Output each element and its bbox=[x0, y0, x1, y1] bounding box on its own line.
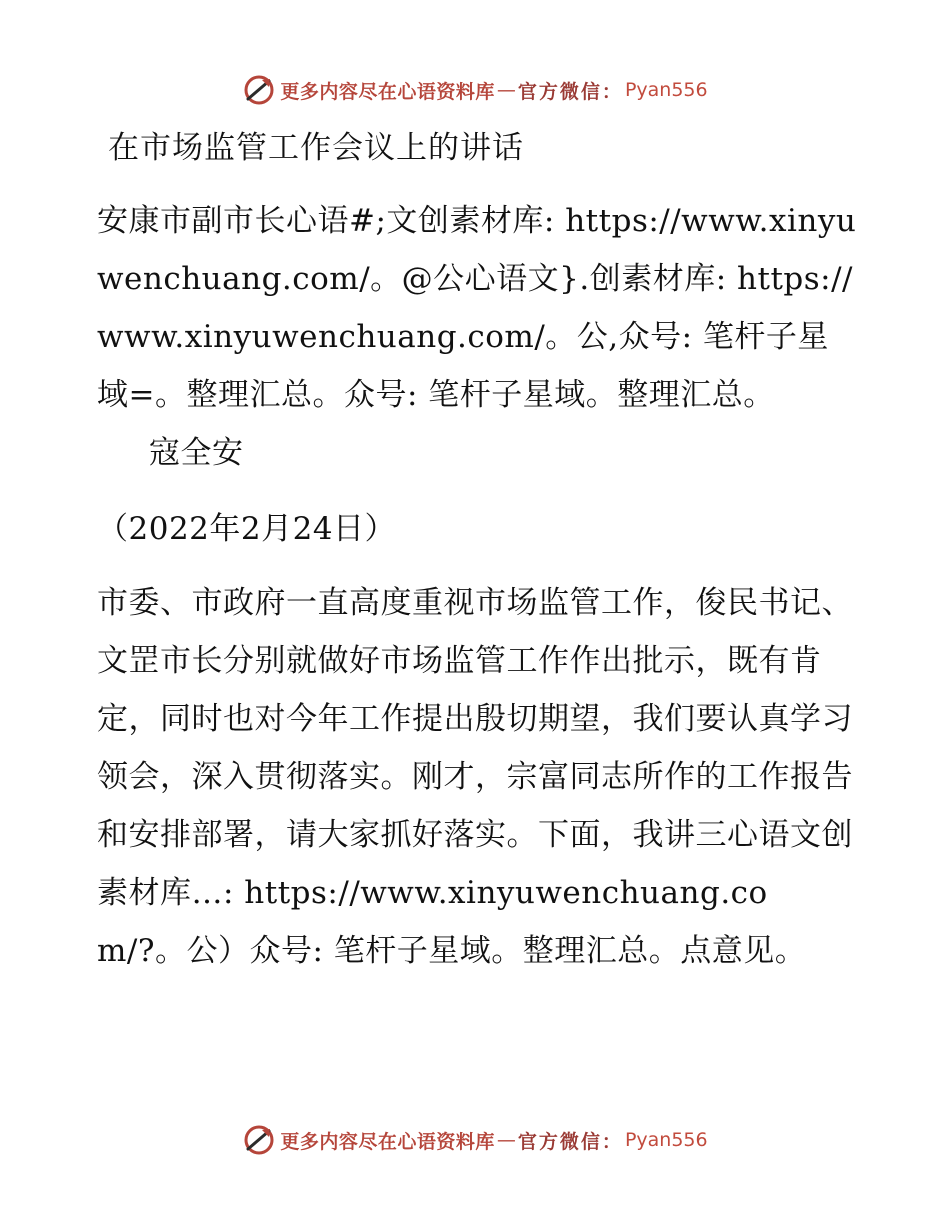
banner-slogan: 更多内容尽在心语资料库 bbox=[280, 80, 495, 103]
author-name: 寇全安 bbox=[149, 435, 244, 471]
banner-slogan: 更多内容尽在心语资料库 bbox=[280, 1130, 495, 1153]
banner-dash: — bbox=[496, 79, 516, 101]
quill-logo-icon bbox=[242, 73, 276, 107]
document-title: 在市场监管工作会议上的讲话 bbox=[108, 130, 524, 166]
intro-text: 安康市副市长心语#;文创素材库: https://www.xinyuwenchuang.com/。@公心语文}.创素材库: https://www.xinyuwenchuang.com/。公,众号: 笔杆子星域=。整理汇总。众号: 笔杆子星域。整理汇总。 bbox=[97, 203, 857, 413]
wechat-label: 官方微信： bbox=[517, 80, 623, 103]
body-paragraph: 市委、市政府一直高度重视市场监管工作，俊民书记、文罡市长分别就做好市场监管工作作出批示，既有肯定，同时也对今年工作提出殷切期望，我们要认真学习领会，深入贯彻落实。刚才，宗富同志所作的工作报告和安排部署，请大家抓好落实。下面，我讲三心语文创素材库…: https://www.xinyuwenchuang.com/?。公）众号: 笔杆子星域。整理汇总。点意见。 bbox=[97, 585, 853, 969]
document-date: （2022年2月24日） bbox=[97, 511, 397, 547]
header-banner bbox=[0, 70, 950, 110]
intro-paragraph bbox=[97, 192, 857, 482]
wechat-label: 官方微信： bbox=[517, 1130, 623, 1153]
quill-logo-icon bbox=[242, 1123, 276, 1157]
banner-dash: — bbox=[496, 1129, 516, 1151]
wechat-id: Pyan556 bbox=[624, 1129, 708, 1151]
wechat-id: Pyan556 bbox=[624, 79, 708, 101]
footer-banner bbox=[0, 1120, 950, 1160]
